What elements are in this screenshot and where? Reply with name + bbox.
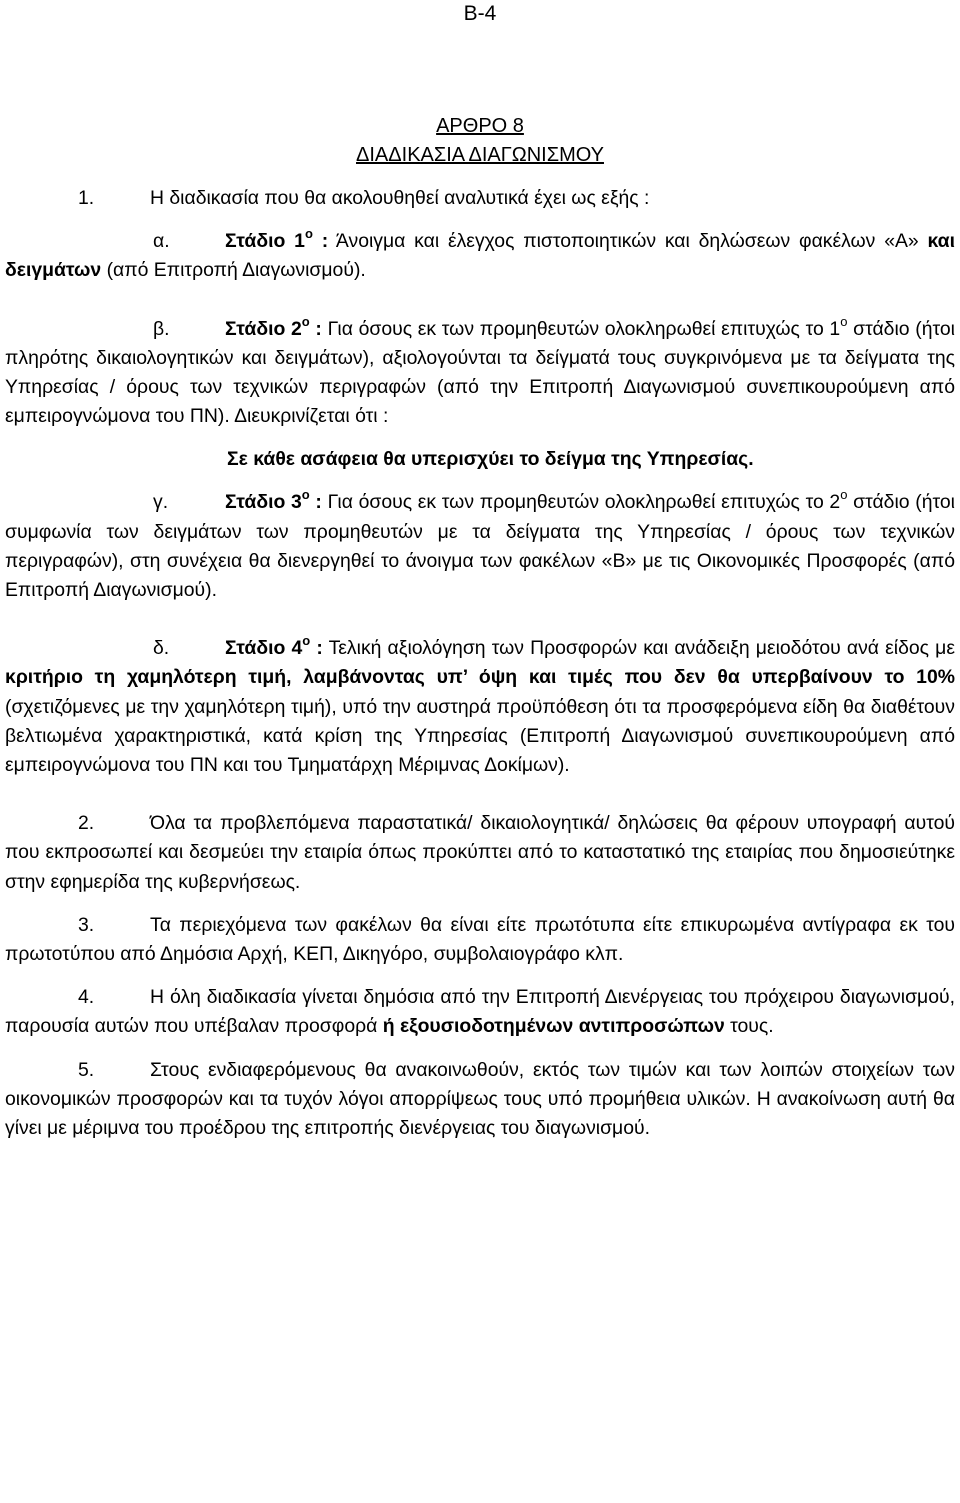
- stage-alpha-title: Στάδιο 1: [225, 230, 305, 253]
- stage-gamma-title: Στάδιο 3: [225, 491, 302, 514]
- article-title: [5, 112, 955, 170]
- stage-beta-note: Σε κάθε ασάφεια θα υπερισχύει το δείγμα της Υπηρεσίας.: [227, 448, 754, 471]
- item-1: 1. Η διαδικασία που θα ακολουθηθεί αναλυτικά έχει ως εξής :: [78, 187, 650, 209]
- stage-beta: β. Στάδιο $2^o$ : Για όσους εκ των προμηθευτών ολοκληρωθεί επιτυχώς το $1^o$ στάδιο (ήτοι πληρότης δικαιολογητικών και δειγμάτων), αξιολογούνται τα δείγματά τους συγκρινόμενα με τα δείγματα της Υπηρεσίας / όρους των τεχνικών περιγραφών (από την Επιτροπή Διαγωνισμού συνεπικουρούμενη από εμπειρογνώμονα του ΠΝ). Διευκρινίζεται ότι :: [5, 313, 955, 428]
- article-subheading: ΔΙΑΔΙΚΑΣΙΑ ΔΙΑΓΩΝΙΣΜΟΥ: [356, 144, 604, 166]
- item-2: 2. Όλα τα προβλεπόμενα παραστατικά/ δικαιολογητικά/ δηλώσεις θα φέρουν υπογραφή αυτού που εκπροσωπεί και δεσμεύει την εταιρία όπως προκύπτει από το καταστατικό της εταιρίας που δημοσιεύτηκε στην εφημερίδα της κυβερνήσεως.: [5, 812, 955, 893]
- item-5: 5. Στους ενδιαφερόμενους θα ανακοινωθούν, εκτός των τιμών και των λοιπών στοιχείων των οικονομικών προσφορών και τα τυχόν λόγοι απορρίψεως τους υπό προμήθεια υλικών. Η ανακοίνωση αυτή θα γίνει με μέριμνα του προέδρου της επιτροπής διενέργειας του διαγωνισμού.: [5, 1058, 955, 1140]
- item-3: 3. Τα περιεχόμενα των φακέλων θα είναι είτε πρωτότυπα είτε επικυρωμένα αντίγραφα εκ του πρωτοτύπου από Δημόσια Αρχή, ΚΕΠ, Δικηγόρο, συμβολαιογράφο κλπ.: [5, 913, 955, 966]
- page-number: B-4: [463, 2, 497, 25]
- stage-delta-title: Στάδιο 4: [225, 637, 303, 660]
- item-4: 4. Η όλη διαδικασία γίνεται δημόσια από την Επιτροπή Διενέργειας του πρόχειρου διαγωνισμού, παρουσία αυτών που υπέβαλαν προσφορά ή εξουσιοδοτημένων αντιπροσώπων τους.: [5, 986, 955, 1038]
- stage-beta-title: Στάδιο 2: [225, 317, 302, 340]
- document-body: [5, 112, 955, 1143]
- article-heading: ΑΡΘΡΟ 8: [436, 115, 524, 137]
- stage-delta: δ. Στάδιο $4^o$ : Τελική αξιολόγηση των Προσφορών και ανάδειξη μειοδότου ανά είδος με κριτήριο τη χαμηλότερη τιμή, λαμβάνοντας υπ’ όψη και τιμές που δεν θα υπερβαίνουν το 10% (σχετιζόμενες με την χαμηλότερη τιμή), υπό την αυστηρά προϋπόθεση ότι τα προσφερόμενα είδη θα διαθέτουν βελτιωμένα χαρακτηριστικά, κατά κρίση της Υπηρεσίας (Επιτροπή Διαγωνισμού συνεπικουρούμενη από εμπειρογνώμονα του ΠΝ και του Τμηματάρχη Μέριμνας Δοκίμων).: [5, 633, 955, 777]
- stage-gamma: γ. Στάδιο $3^o$ : Για όσους εκ των προμηθευτών ολοκληρωθεί επιτυχώς το $2^o$ στάδιο (ήτοι συμφωνία των δειγμάτων των προμηθευτών με τα δείγματα της Υπηρεσίας / όρους των τεχνικών περιγραφών), στη συνέχεια θα διενεργηθεί το άνοιγμα των φακέλων «Β» με τις Οικονομικές Προσφορές (από Επιτροπή Διαγωνισμού).: [5, 487, 955, 602]
- stage-alpha: α. Στάδιο $1^o$ : Άνοιγμα και έλεγχος πιστοποιητικών και δηλώσεων φακέλων «Α» και δειγμάτων (από Επιτροπή Διαγωνισμού).: [5, 226, 955, 282]
